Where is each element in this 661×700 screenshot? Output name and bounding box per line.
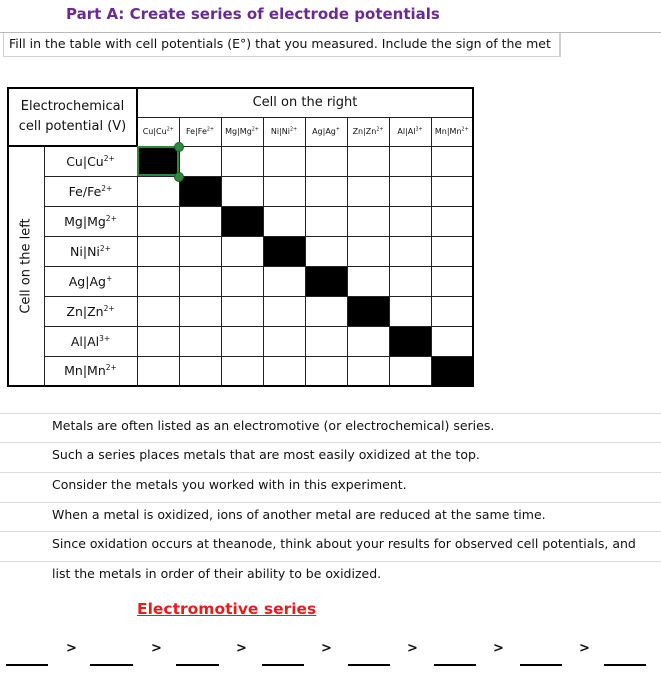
paragraph-line: Consider the metals you worked with in this experiment. <box>52 477 407 492</box>
potential-cell[interactable] <box>221 236 263 266</box>
potential-cell[interactable] <box>263 176 305 206</box>
row-header: $Fe/Fe^{2+}$ <box>44 176 137 206</box>
potential-cell[interactable] <box>137 206 179 236</box>
diagonal-cell <box>221 206 263 236</box>
series-blank[interactable] <box>6 664 48 666</box>
diagonal-cell <box>137 146 179 176</box>
potential-cell[interactable] <box>389 266 431 296</box>
table-row <box>8 296 473 326</box>
potential-cell[interactable] <box>263 356 305 386</box>
potential-cell[interactable] <box>263 326 305 356</box>
row-header: $Mn|Mn^{2+}$ <box>44 356 137 386</box>
row-header: $Mg|Mg^{2+}$ <box>44 206 137 236</box>
potential-cell[interactable] <box>179 356 221 386</box>
potential-cell[interactable] <box>263 146 305 176</box>
series-blank[interactable] <box>348 664 390 666</box>
selection-handle-bottom[interactable] <box>174 172 184 182</box>
table-row <box>8 146 473 176</box>
potential-cell[interactable] <box>431 326 473 356</box>
series-separator: > <box>579 641 590 656</box>
table-row <box>8 206 473 236</box>
page-title: Part A: Create series of electrode potentials <box>66 5 440 23</box>
table-row <box>8 266 473 296</box>
column-header: $Mg|Mg^{2+}$ <box>221 117 263 146</box>
table-corner-label <box>8 88 137 146</box>
series-blank[interactable] <box>434 664 476 666</box>
potential-cell[interactable] <box>179 146 221 176</box>
corner-line-1: Electrochemical <box>20 99 125 114</box>
potential-cell[interactable] <box>347 326 389 356</box>
potential-cell[interactable] <box>263 266 305 296</box>
potential-cell[interactable] <box>221 326 263 356</box>
spreadsheet-gridline <box>560 33 661 57</box>
potential-cell[interactable] <box>389 236 431 266</box>
row-header: $Cu|Cu^{2+}$ <box>44 146 137 176</box>
potential-cell[interactable] <box>179 296 221 326</box>
potential-cell[interactable] <box>221 176 263 206</box>
row-header: $Ni|Ni^{2+}$ <box>44 236 137 266</box>
potential-cell[interactable] <box>263 206 305 236</box>
column-header: $Ni|Ni^{2+}$ <box>263 117 305 146</box>
paragraph-line: Since oxidation occurs at theanode, think about your results for observed cell potentials, and <box>52 536 636 551</box>
series-separator: > <box>493 641 504 656</box>
diagonal-cell <box>431 356 473 386</box>
corner-line-2: cell potential (V) <box>18 119 127 134</box>
diagonal-cell <box>305 266 347 296</box>
potential-cell[interactable] <box>137 236 179 266</box>
potential-cell[interactable] <box>137 296 179 326</box>
diagonal-cell <box>389 326 431 356</box>
potential-cell[interactable] <box>347 146 389 176</box>
potential-cell[interactable] <box>347 236 389 266</box>
row-divider <box>0 442 661 443</box>
potential-cell[interactable] <box>137 176 179 206</box>
column-header: $Al|Al^{3+}$ <box>389 117 431 146</box>
table-row <box>8 176 473 206</box>
potential-cell[interactable] <box>221 296 263 326</box>
series-blank[interactable] <box>262 664 304 666</box>
potential-cell[interactable] <box>431 146 473 176</box>
series-blank[interactable] <box>520 664 562 666</box>
series-blank[interactable] <box>604 664 646 666</box>
series-separator: > <box>236 641 247 656</box>
potential-cell[interactable] <box>389 296 431 326</box>
potential-cell[interactable] <box>347 356 389 386</box>
potential-cell[interactable] <box>431 176 473 206</box>
potential-cell[interactable] <box>305 206 347 236</box>
diagonal-cell <box>263 236 305 266</box>
potential-cell[interactable] <box>137 356 179 386</box>
potential-cell[interactable] <box>137 266 179 296</box>
electromotive-series-title: Electromotive series <box>137 600 317 618</box>
table-row <box>8 326 473 356</box>
row-divider <box>0 531 661 532</box>
potential-cell[interactable] <box>305 356 347 386</box>
potential-cell[interactable] <box>221 356 263 386</box>
series-separator: > <box>66 641 77 656</box>
potential-cell[interactable] <box>179 206 221 236</box>
potential-cell[interactable] <box>431 236 473 266</box>
table-row <box>8 356 473 386</box>
column-header: $Mn|Mn^{2+}$ <box>431 117 473 146</box>
potential-cell[interactable] <box>179 266 221 296</box>
potential-cell[interactable] <box>179 326 221 356</box>
row-header: Ag|Ag+ <box>44 266 137 296</box>
table-row <box>8 236 473 266</box>
column-header: $Zn|Zn^{2+}$ <box>347 117 389 146</box>
paragraph-line: Such a series places metals that are most easily oxidized at the top. <box>52 447 480 462</box>
series-separator: > <box>407 641 418 656</box>
paragraph-line: Metals are often listed as an electromotive (or electrochemical) series. <box>52 418 495 433</box>
series-separator: > <box>321 641 332 656</box>
potential-cell[interactable] <box>179 236 221 266</box>
potential-cell[interactable] <box>305 326 347 356</box>
row-header: $Al|Al^{3+}$ <box>44 326 137 356</box>
potential-cell[interactable] <box>305 236 347 266</box>
selection-handle-top[interactable] <box>174 142 184 152</box>
row-header: $Zn|Zn^{2+}$ <box>44 296 137 326</box>
potential-cell[interactable] <box>221 146 263 176</box>
paragraph-line: list the metals in order of their ability to be oxidized. <box>52 566 382 581</box>
row-divider <box>0 502 661 503</box>
cell-on-right-header: Cell on the right <box>137 88 473 117</box>
potential-cell[interactable] <box>347 206 389 236</box>
potential-cell[interactable] <box>431 266 473 296</box>
potential-cell[interactable] <box>389 356 431 386</box>
potential-cell[interactable] <box>431 206 473 236</box>
column-header: $Cu|Cu^{2+}$ <box>137 117 179 146</box>
series-blank[interactable] <box>176 664 219 666</box>
potential-cell[interactable] <box>389 146 431 176</box>
potential-cell[interactable] <box>389 176 431 206</box>
potential-cell[interactable] <box>263 296 305 326</box>
potential-cell[interactable] <box>347 266 389 296</box>
potential-cell[interactable] <box>221 266 263 296</box>
potential-cell[interactable] <box>431 296 473 326</box>
potential-cell[interactable] <box>347 176 389 206</box>
paragraph-line: When a metal is oxidized, ions of another metal are reduced at the same time. <box>52 507 546 522</box>
row-divider <box>0 472 661 473</box>
potential-cell[interactable] <box>305 296 347 326</box>
cell-on-left-header <box>8 146 44 386</box>
row-divider <box>0 561 661 562</box>
column-header: $Fe|Fe^{2+}$ <box>179 117 221 146</box>
instruction-text: Fill in the table with cell potentials (E°) that you measured. Include the sign of the met <box>9 36 551 51</box>
series-blank[interactable] <box>90 664 133 666</box>
series-separator: > <box>151 641 162 656</box>
diagonal-cell <box>179 176 221 206</box>
potential-cell[interactable] <box>137 326 179 356</box>
cell-on-left-label: Cell on the left <box>18 218 34 314</box>
potential-cell[interactable] <box>305 146 347 176</box>
potential-cell[interactable] <box>389 206 431 236</box>
column-header: Ag|Ag+ <box>305 117 347 146</box>
potential-cell[interactable] <box>305 176 347 206</box>
cell-potential-table <box>7 87 474 387</box>
diagonal-cell <box>347 296 389 326</box>
row-divider <box>0 413 661 414</box>
